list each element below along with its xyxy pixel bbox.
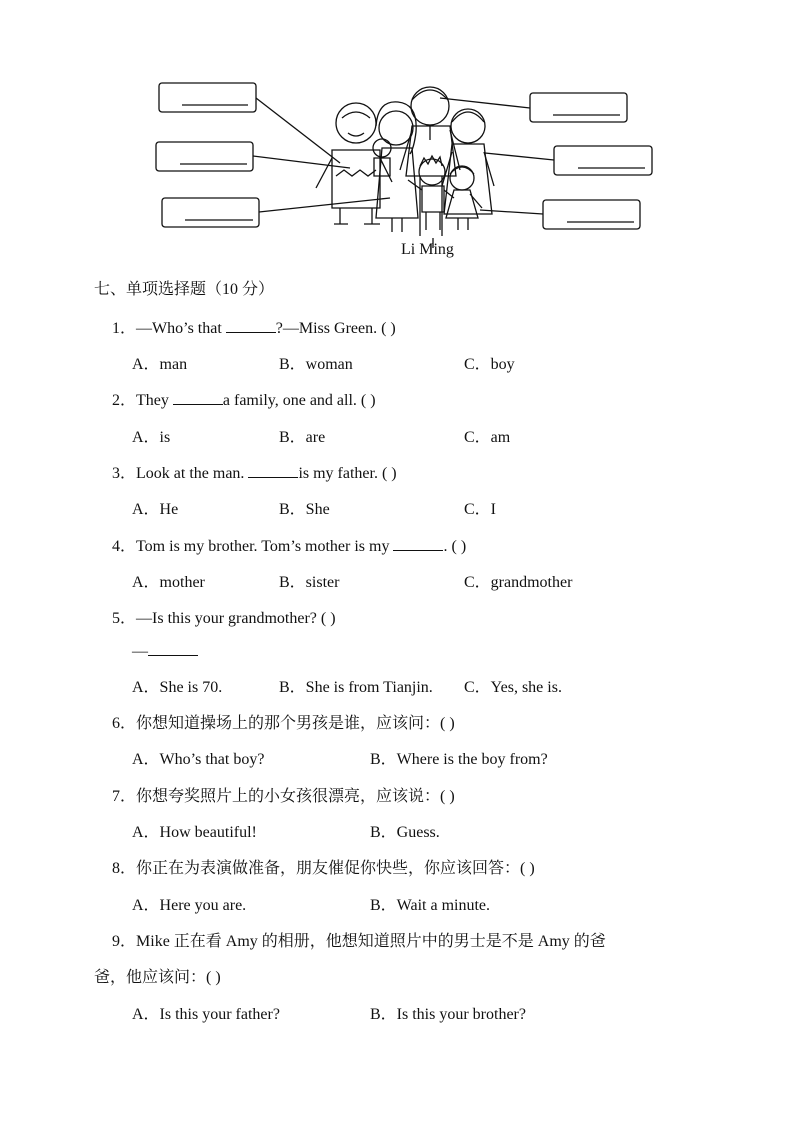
section-title: 七、单项选择题（10 分）	[94, 281, 275, 298]
question-text-post: ?—Miss Green. ( )	[275, 320, 396, 337]
label-box-right-3	[543, 200, 640, 229]
option-b[interactable]: B．woman	[279, 356, 353, 373]
option-c[interactable]: C．boy	[464, 356, 515, 373]
question-text-pre: —Who’s that	[136, 320, 226, 337]
option-c[interactable]: C．grandmother	[464, 574, 573, 591]
option-b[interactable]: B．She is from Tianjin.	[279, 679, 433, 696]
question-number: 2．	[112, 392, 137, 409]
answer-blank[interactable]	[173, 390, 223, 405]
option-b[interactable]: B．She	[279, 501, 330, 518]
question-5-answer-line	[132, 641, 198, 661]
question-number: 9．	[112, 933, 137, 950]
option-c[interactable]: C．Yes, she is.	[464, 679, 562, 696]
question-number: 6．	[112, 715, 137, 732]
option-a[interactable]: A．He	[132, 501, 179, 518]
answer-blank[interactable]	[148, 641, 198, 656]
question-text-post: a family, one and all. ( )	[222, 392, 376, 409]
option-a[interactable]: A．is	[132, 429, 171, 446]
option-a[interactable]: A．How beautiful!	[132, 824, 257, 841]
question-number: 8．	[112, 860, 137, 877]
answer-dash: —	[132, 643, 148, 660]
option-a[interactable]: A．Is this your father?	[132, 1006, 280, 1023]
question-2	[112, 387, 376, 410]
question-text-pre: Tom is my brother. Tom’s mother is my	[136, 538, 394, 555]
question-9	[112, 928, 606, 951]
answer-blank[interactable]	[226, 318, 276, 333]
question-text: —Is this your grandmother? ( )	[136, 610, 336, 627]
question-1	[112, 315, 396, 338]
answer-blank[interactable]	[393, 536, 443, 551]
question-number: 1．	[112, 320, 137, 337]
option-b[interactable]: B．are	[279, 429, 326, 446]
figure-caption: Li Ming	[401, 241, 454, 258]
question-6	[112, 710, 455, 733]
option-a[interactable]: A．man	[132, 356, 188, 373]
label-box-left-2	[156, 142, 253, 171]
label-box-right-2	[554, 146, 652, 175]
option-b[interactable]: B．Is this your brother?	[370, 1006, 526, 1023]
question-9-line2: 爸，他应该问：( )	[94, 969, 221, 986]
question-text-pre: They	[136, 392, 173, 409]
question-4	[112, 533, 466, 556]
option-a[interactable]: A．Who’s that boy?	[132, 751, 265, 768]
label-box-left-1	[159, 83, 256, 112]
label-box-left-3	[162, 198, 259, 227]
option-a[interactable]: A．She is 70.	[132, 679, 223, 696]
question-text: 你想夸奖照片上的小女孩很漂亮，应该说：( )	[136, 788, 455, 805]
option-a[interactable]: A．Here you are.	[132, 897, 247, 914]
option-b[interactable]: B．sister	[279, 574, 340, 591]
question-number: 4．	[112, 538, 137, 555]
family-illustration	[150, 78, 660, 268]
question-text: 你想知道操场上的那个男孩是谁，应该问：( )	[136, 715, 455, 732]
option-c[interactable]: C．I	[464, 501, 497, 518]
question-number: 5．	[112, 610, 137, 627]
question-8	[112, 855, 535, 878]
question-5	[112, 605, 336, 628]
question-text-pre: Look at the man.	[136, 465, 249, 482]
question-text: 你正在为表演做准备，朋友催促你快些，你应该回答：( )	[136, 860, 535, 877]
label-box-right-1	[530, 93, 627, 122]
question-text-post: is my father. ( )	[298, 465, 397, 482]
question-text-line1: Mike 正在看 Amy 的相册，他想知道照片中的男士是不是 Amy 的爸	[136, 933, 606, 950]
family-drawing	[150, 78, 660, 268]
question-7	[112, 783, 455, 806]
question-text-post: . ( )	[443, 538, 467, 555]
option-c[interactable]: C．am	[464, 429, 511, 446]
option-b[interactable]: B．Wait a minute.	[370, 897, 491, 914]
option-a[interactable]: A．mother	[132, 574, 205, 591]
option-b[interactable]: B．Guess.	[370, 824, 440, 841]
answer-blank[interactable]	[248, 463, 298, 478]
question-number: 3．	[112, 465, 137, 482]
option-b[interactable]: B．Where is the boy from?	[370, 751, 548, 768]
question-3	[112, 460, 397, 483]
question-number: 7．	[112, 788, 137, 805]
